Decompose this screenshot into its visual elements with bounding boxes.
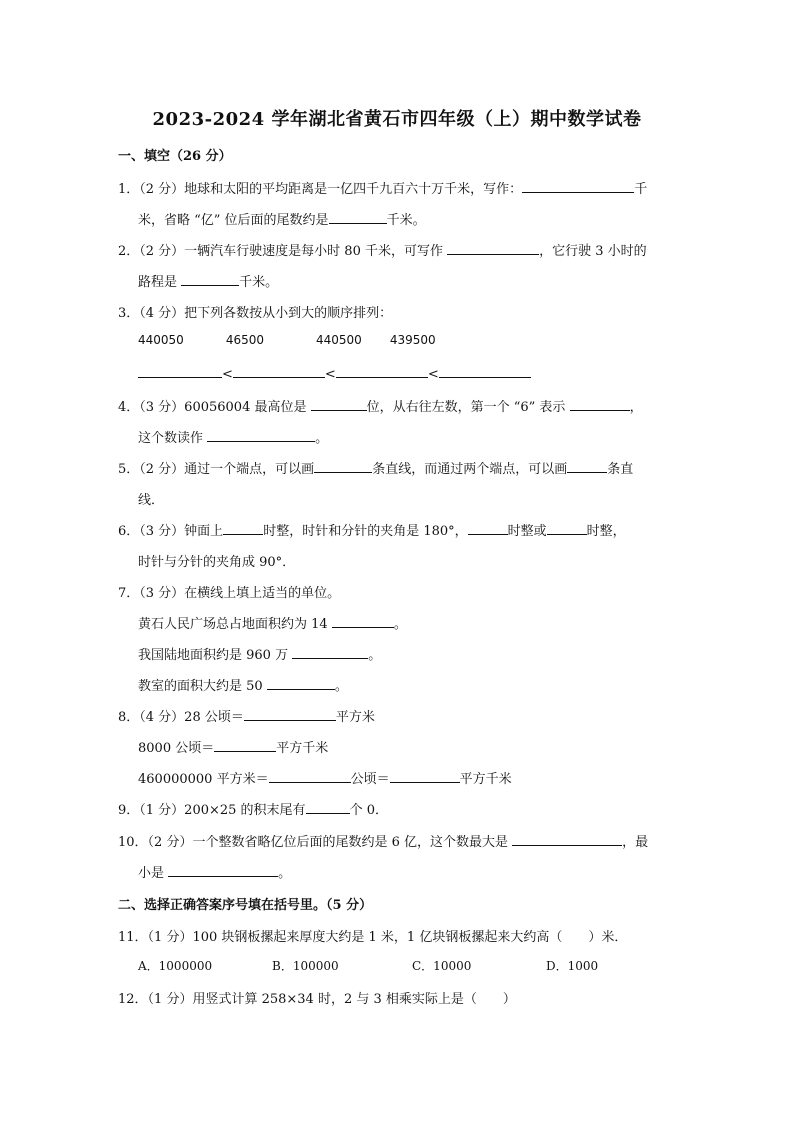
question-5-line-2: 线． — [138, 493, 165, 508]
answer-blank[interactable] — [439, 364, 531, 378]
question-1-line-2 — [138, 209, 426, 228]
question-2-line-2 — [138, 271, 278, 290]
answer-blank[interactable] — [292, 645, 368, 659]
answer-blank[interactable] — [244, 707, 336, 721]
question-4-text-5: 。 — [315, 431, 329, 446]
question-6-text-3: 时整或 — [507, 524, 547, 539]
question-8-text-2: 平方米 — [335, 710, 375, 725]
number-4: 439500 — [389, 333, 436, 347]
number-2: 46500 — [225, 333, 264, 347]
question-8-line-2 — [138, 737, 328, 756]
question-4-line-2 — [138, 427, 328, 446]
answer-blank[interactable] — [138, 364, 222, 378]
question-1-text: 1．（2 分）地球和太阳的平均距离是一亿四千九百六十万千米，写作： — [118, 182, 523, 197]
question-10-text: 10．（2 分）一个整数省略亿位后面的尾数约是 6 亿，这个数最大是 — [118, 835, 513, 850]
answer-blank[interactable] — [269, 769, 351, 783]
question-6-text: 6．（3 分）钟面上 — [118, 524, 224, 539]
question-12-line-1: 12．（1 分）用竖式计算 258×34 时，2 与 3 相乘实际上是（ ） — [118, 992, 516, 1007]
answer-blank[interactable] — [336, 364, 428, 378]
question-2-text-4: 千米。 — [239, 275, 279, 290]
question-7-text-3: 我国陆地面积约是 960 万 — [138, 648, 293, 663]
answer-blank[interactable] — [329, 210, 387, 224]
number-1: 440050 — [138, 333, 184, 347]
period: 。 — [368, 648, 382, 663]
question-8-text-6: 公顷＝ — [350, 772, 390, 787]
question-2-text-3: 路程是 — [138, 275, 182, 290]
option-c[interactable]: C．10000 — [412, 959, 472, 973]
question-11-line-1: 11．（1 分）100 块钢板摞起来厚度大约是 1 米，1 亿块钢板摞起来大约高（ ）米． — [118, 930, 628, 945]
question-4-text-2: 位，从右往左数，第一个 “6” 表示 — [366, 400, 570, 415]
question-7-line-3 — [138, 644, 381, 663]
question-5-text-3: 条直 — [607, 462, 634, 477]
question-6-text-4: 时整， — [586, 524, 626, 539]
question-9-text: 9．（1 分）200×25 的积末尾有 — [118, 803, 306, 818]
question-2-text-2: ，它行驶 3 小时的 — [539, 244, 647, 259]
question-7-line-2 — [138, 613, 407, 632]
question-7-text-4: 教室的面积大约是 50 — [138, 679, 267, 694]
less-than-sign: < — [324, 367, 336, 382]
question-1-text-4: 千米。 — [386, 213, 426, 228]
question-4-text-4: 这个数读作 — [138, 431, 208, 446]
question-2-text: 2．（2 分）一辆汽车行驶速度是每小时 80 千米，可写作 — [118, 244, 448, 259]
question-9-line-1 — [118, 799, 388, 818]
question-8-line-1 — [118, 706, 375, 725]
option-b[interactable]: B．100000 — [272, 959, 339, 973]
question-3-blanks — [138, 364, 531, 382]
question-6-text-2: 时整，时针和分针的夹角是 180°， — [263, 524, 468, 539]
question-10-text-4: 。 — [278, 866, 292, 881]
number-3: 440500 — [316, 333, 362, 347]
option-d[interactable]: D．1000 — [546, 959, 599, 973]
answer-blank[interactable] — [468, 521, 508, 535]
answer-blank[interactable] — [447, 241, 539, 255]
answer-blank[interactable] — [267, 676, 335, 690]
question-9-text-2: 个 0． — [349, 803, 388, 818]
answer-blank[interactable] — [233, 364, 325, 378]
question-1-text-2: 千 — [634, 182, 648, 197]
answer-blank[interactable] — [314, 459, 372, 473]
less-than-sign: < — [427, 367, 439, 382]
question-3-line-1: 3．（4 分）把下列各数按从小到大的顺序排列： — [118, 306, 393, 321]
option-a[interactable]: A．1000000 — [138, 959, 213, 973]
period: 。 — [393, 617, 407, 632]
question-4-text-3: ， — [629, 400, 643, 415]
answer-blank[interactable] — [214, 738, 276, 752]
question-8-text-3: 8000 公顷＝ — [138, 741, 215, 756]
question-7-line-1: 7．（3 分）在横线上填上适当的单位。 — [118, 586, 341, 601]
question-1-text-3: 米，省略 “亿” 位后面的尾数约是 — [138, 213, 329, 228]
answer-blank[interactable] — [390, 769, 460, 783]
question-8-text-5: 460000000 平方米＝ — [138, 772, 269, 787]
question-1-line-1 — [118, 178, 647, 197]
question-8-text: 8．（4 分）28 公顷＝ — [118, 710, 244, 725]
question-5-line-1 — [118, 458, 633, 477]
answer-blank[interactable] — [207, 428, 315, 442]
question-6-line-2: 时针与分针的夹角成 90°． — [138, 555, 296, 570]
answer-blank[interactable] — [570, 397, 630, 411]
question-8-text-7: 平方千米 — [459, 772, 512, 787]
question-2-line-1 — [118, 240, 647, 259]
answer-blank[interactable] — [168, 863, 278, 877]
question-3-numbers — [138, 333, 436, 347]
answer-blank[interactable] — [512, 832, 622, 846]
question-10-line-1 — [118, 831, 648, 850]
answer-blank[interactable] — [306, 800, 350, 814]
page-title: 2023-2024 学年湖北省黄石市四年级（上）期中数学试卷 — [152, 109, 642, 130]
question-7-line-4 — [138, 675, 348, 694]
question-10-text-3: 小是 — [138, 866, 169, 881]
question-4-line-1 — [118, 396, 643, 415]
question-5-text-2: 条直线，而通过两个端点，可以画 — [372, 462, 568, 477]
question-10-line-2 — [138, 862, 291, 881]
answer-blank[interactable] — [332, 614, 394, 628]
section-1-heading: 一、填空（26 分） — [118, 149, 232, 164]
question-8-line-3 — [138, 768, 512, 787]
answer-blank[interactable] — [223, 521, 263, 535]
question-6-line-1 — [118, 520, 626, 539]
answer-blank[interactable] — [567, 459, 607, 473]
section-2-heading: 二、选择正确答案序号填在括号里。（5 分） — [118, 898, 373, 913]
question-7-text-2: 黄石人民广场总占地面积约为 14 — [138, 617, 332, 632]
less-than-sign: < — [222, 367, 233, 382]
question-10-text-2: ，最 — [622, 835, 649, 850]
question-4-text: 4．（3 分）60056004 最高位是 — [118, 400, 311, 415]
period: 。 — [334, 679, 348, 694]
answer-blank[interactable] — [311, 397, 367, 411]
answer-blank[interactable] — [522, 179, 634, 193]
question-5-text: 5．（2 分）通过一个端点，可以画 — [118, 462, 315, 477]
answer-blank[interactable] — [547, 521, 587, 535]
answer-blank[interactable] — [181, 272, 239, 286]
question-8-text-4: 平方千米 — [276, 741, 329, 756]
